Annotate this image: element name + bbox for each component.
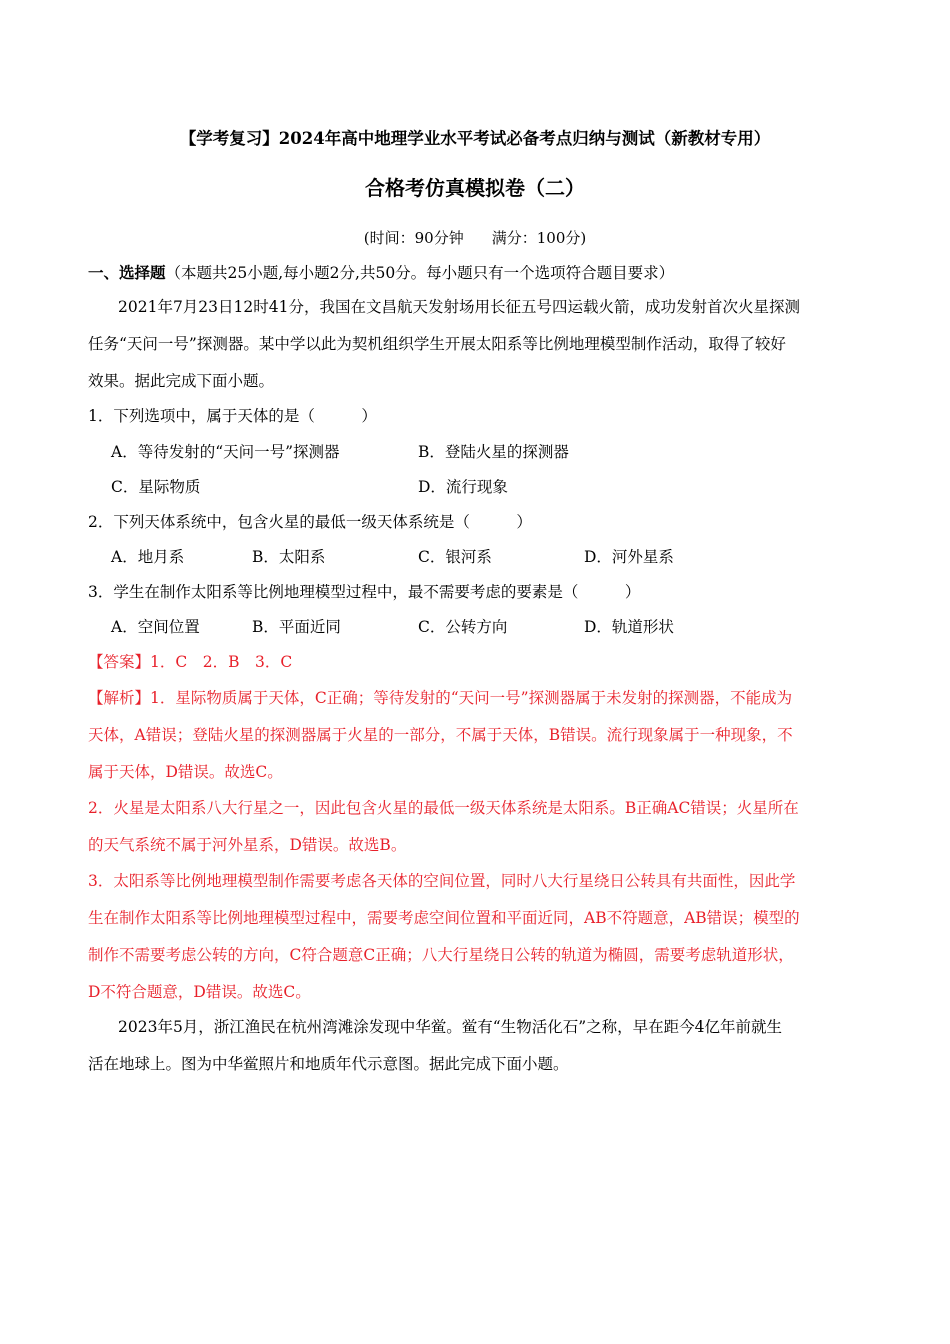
answer-line [88,651,292,673]
question-option: D．河外星系 [584,548,674,566]
analysis-line: 3．太阳系等比例地理模型制作需要考虑各天体的空间位置，同时八大行星绕日公转具有共面性，因此学 [88,872,796,890]
passage1-line: 2021年7月23日12时41分，我国在文昌航天发射场用长征五号四运载火箭，成功发射首次火星探测 [118,298,800,316]
analysis-line: 的天气系统不属于河外星系，D错误。故选B。 [88,836,407,854]
question-stem: 2．下列天体系统中，包含火星的最低一级天体系统是（ ） [88,513,532,531]
question-option: D．轨道形状 [584,618,674,636]
analysis-line: 制作不需要考虑公转的方向，C符合题意C正确；八大行星绕日公转的轨道为椭圆，需要考虑轨道形状， [88,946,794,964]
section-label: 一、选择题 [88,263,166,282]
exam-meta [0,227,950,249]
exam-score: 满分：100分) [491,229,587,247]
analysis-line: 属于天体，D错误。故选C。 [88,763,283,781]
answer-text: 1．C 2．B 3．C [150,653,293,671]
question-stem: 3．学生在制作太阳系等比例地理模型过程中，最不需要考虑的要素是（ ） [88,583,641,601]
question-option: A．空间位置 [111,618,200,636]
analysis-line: 2．火星是太阳系八大行星之一，因此包含火星的最低一级天体系统是太阳系。B正确AC错误；火星所在 [88,799,799,817]
exam-subtitle: 合格考仿真模拟卷（二） [365,176,585,200]
question-option: A．地月系 [111,548,185,566]
analysis-label: 【解析】 [88,689,151,707]
question-option: A．等待发射的“天问一号”探测器 [111,443,340,461]
analysis-line: 生在制作太阳系等比例地理模型过程中，需要考虑空间位置和平面近同，AB不符题意，AB错误；模型的 [88,909,800,927]
passage1-line: 效果。据此完成下面小题。 [88,372,275,390]
document-title: 【学考复习】2024年高中地理学业水平考试必备考点归纳与测试（新教材专用） [179,129,771,148]
question-option: C．公转方向 [418,618,508,636]
analysis-line: D不符合题意，D错误。故选C。 [88,983,311,1001]
question-option: B．平面近同 [252,618,341,636]
analysis-line: 天体，A错误；登陆火星的探测器属于火星的一部分，不属于天体，B错误。流行现象属于一种现象，不 [88,726,793,744]
answer-label: 【答案】 [88,653,151,671]
passage2-line: 活在地球上。图为中华鲎照片和地质年代示意图。据此完成下面小题。 [88,1055,569,1073]
section-note: （本题共25小题,每小题2分,共50分。每小题只有一个选项符合题目要求） [165,264,675,282]
passage2-line: 2023年5月，浙江渔民在杭州湾滩涂发现中华鲎。鲎有“生物活化石”之称，早在距今4亿年前就生 [118,1018,783,1036]
analysis-line [88,687,792,709]
question-option: B．太阳系 [252,548,326,566]
question-option: C．星际物质 [111,478,201,496]
question-option: C．银河系 [418,548,492,566]
section-heading [88,262,674,284]
question-stem: 1．下列选项中，属于天体的是（ ） [88,407,377,425]
exam-time: (时间：90分钟 [363,229,464,247]
passage1-line: 任务“天问一号”探测器。某中学以此为契机组织学生开展太阳系等比例地理模型制作活动，取得了较好 [88,335,786,353]
analysis-text: 1．星际物质属于天体，C正确；等待发射的“天问一号”探测器属于未发射的探测器，不能成为 [150,689,793,707]
question-option: D．流行现象 [418,478,508,496]
question-option: B．登陆火星的探测器 [418,443,569,461]
